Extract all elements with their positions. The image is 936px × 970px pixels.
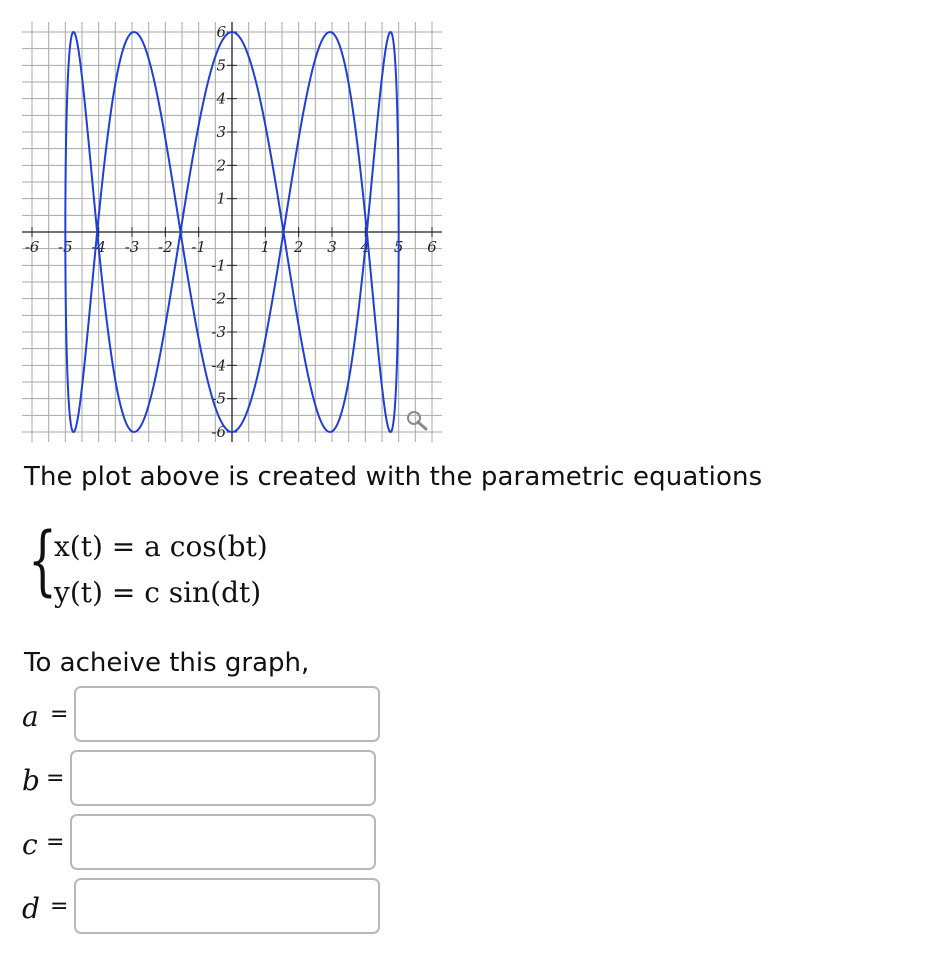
y-tick-label: -5 [211,389,226,408]
brace-symbol: { [28,515,58,604]
axes [22,22,442,442]
label-d: d [22,892,40,925]
equals-a: = [50,702,69,727]
y-tick-label: 1 [216,189,226,208]
input-b[interactable] [70,750,376,806]
equals-d: = [50,894,69,919]
y-tick-label: 5 [216,56,226,75]
y-tick-label: -6 [211,423,226,441]
y-tick-label: -3 [211,323,226,341]
equation-y-rhs: c sin(dt) [144,576,262,609]
label-c: c [22,828,38,861]
y-tick-label: 4 [216,89,226,108]
x-tick-label: -2 [158,238,173,256]
equals-b: = [46,766,65,791]
y-tick-label: 2 [216,156,226,175]
x-tick-label: 1 [260,238,271,256]
equation-x-rhs: a cos(bt) [144,530,268,563]
x-tick-label: 5 [393,238,404,256]
y-tick-label: 3 [216,123,226,141]
x-tick-label: -3 [124,238,140,256]
y-tick-label: -1 [211,256,226,275]
y-tick-label: 6 [216,23,226,41]
y-tick-label: -4 [211,356,226,375]
x-tick-label: 3 [327,238,337,256]
x-tick-label: 2 [293,238,304,256]
input-c[interactable] [70,814,376,870]
equation-y: y(t) = c sin(dt) [54,576,262,609]
x-tick-label: -5 [58,238,73,256]
equals-c: = [46,830,65,855]
input-a[interactable] [74,686,380,742]
label-a: a [22,700,39,733]
equation-x: x(t) = a cos(bt) [54,530,268,563]
magnifier-icon[interactable] [408,412,426,429]
equation-y-lhs: y(t) [54,576,103,609]
parametric-graph [22,22,442,442]
x-tick-label: -4 [91,238,106,256]
equation-x-lhs: x(t) [54,530,103,563]
prompt-text: To acheive this graph, [24,648,310,678]
y-tick-label: -2 [211,289,226,308]
x-tick-label: 6 [427,238,437,256]
intro-text: The plot above is created with the parametric equations [24,462,763,492]
label-b: b [22,764,40,797]
x-tick-label: -1 [191,238,206,256]
x-tick-label: -6 [24,238,40,256]
x-tick-label: 4 [360,238,371,256]
input-d[interactable] [74,878,380,934]
